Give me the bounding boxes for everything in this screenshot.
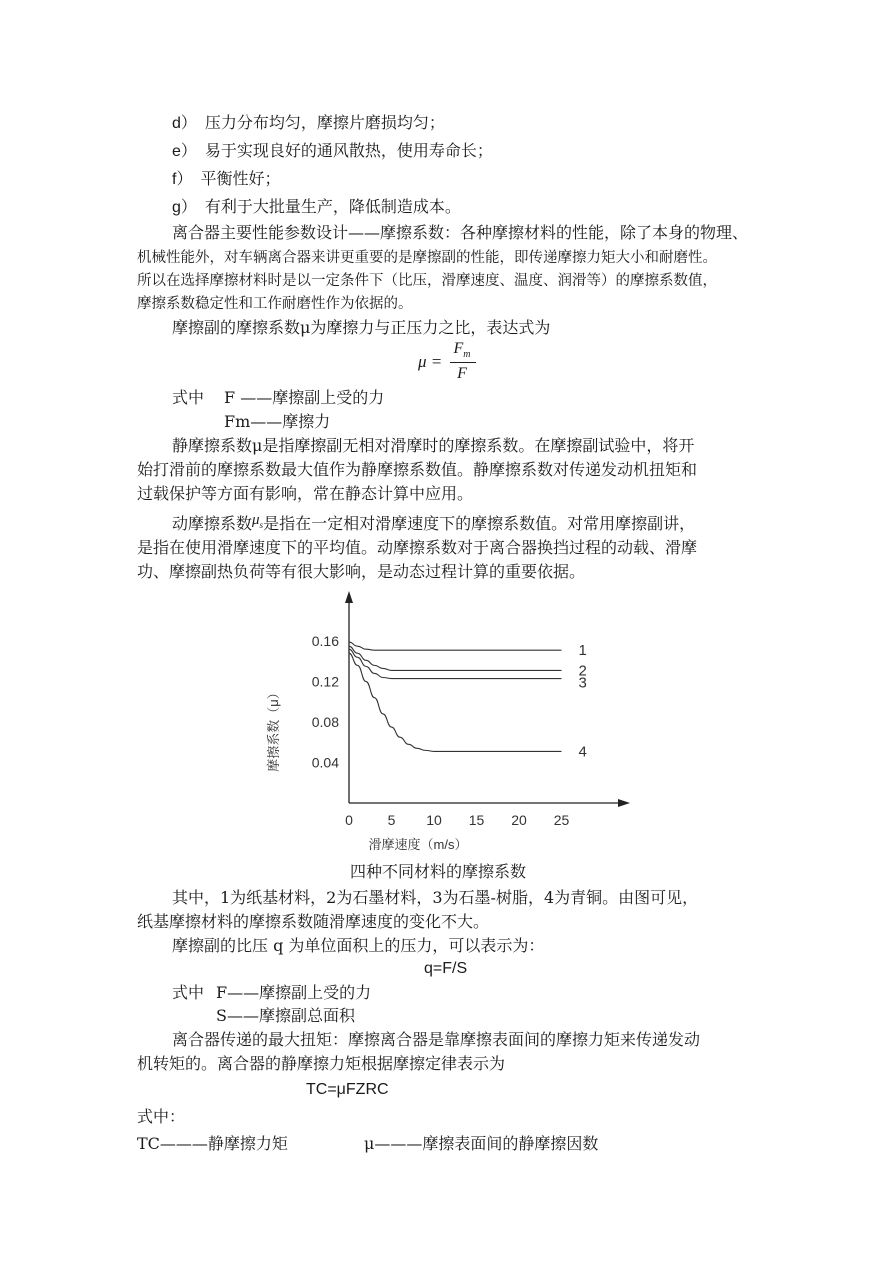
list-text: 压力分布均匀，摩擦片磨损均匀； bbox=[204, 113, 445, 132]
list-marker: d） bbox=[172, 115, 197, 132]
x-tick-label: 25 bbox=[553, 812, 570, 828]
series-line-1 bbox=[349, 642, 562, 650]
paragraph-line: 过载保护等方面有影响，常在静态计算中应用。 bbox=[137, 484, 474, 503]
list-text: 有利于大批量生产，降低制造成本。 bbox=[204, 197, 461, 216]
where-line: F——摩擦副上受的力 bbox=[216, 983, 372, 1002]
paragraph-line: 是指在使用滑摩速度下的平均值。动摩擦系数对于离合器换挡过程的动载、滑摩 bbox=[137, 538, 698, 557]
formula-numerator-sub: m bbox=[463, 349, 471, 361]
formula-lhs: μ = bbox=[418, 352, 443, 371]
fraction-bar bbox=[450, 362, 476, 363]
paragraph-line: 机转矩的。离合器的静摩擦力矩根据摩擦定律表示为 bbox=[137, 1054, 506, 1073]
where-label: 式中 bbox=[172, 388, 205, 407]
list-text: 平衡性好； bbox=[200, 169, 281, 188]
series-label-1: 1 bbox=[578, 642, 587, 660]
formula-mu bbox=[418, 340, 478, 386]
formula-numerator: F bbox=[453, 340, 464, 357]
mu-s-symbol: $\mu_s$ bbox=[252, 512, 264, 530]
y-tick-label: 0.12 bbox=[311, 673, 339, 690]
paragraph-line bbox=[172, 514, 695, 540]
x-tick-label: 10 bbox=[426, 812, 442, 828]
list-item bbox=[172, 113, 445, 134]
paragraph-line: 摩擦系数稳定性和工作耐磨性作为依据的。 bbox=[137, 296, 413, 312]
list-text: 易于实现良好的通风散热，使用寿命长； bbox=[204, 141, 493, 160]
x-axis-arrow bbox=[618, 799, 630, 807]
x-tick-label: 5 bbox=[387, 812, 396, 828]
list-item bbox=[172, 141, 493, 162]
list-item bbox=[172, 197, 461, 218]
y-tick-label: 0.16 bbox=[311, 633, 339, 650]
where-label: 式中 bbox=[172, 983, 205, 1002]
paragraph-line: 始打滑前的摩擦系数最大值作为静摩擦系数值。静摩擦系数对传递发动机扭矩和 bbox=[137, 460, 698, 479]
series-line-3 bbox=[349, 649, 562, 678]
x-tick-label: 0 bbox=[345, 812, 353, 828]
paragraph-line: 摩擦副的摩擦系数μ为摩擦力与正压力之比，表达式为 bbox=[172, 318, 551, 337]
paragraph-line: 机械性能外，对车辆离合器来讲更重要的是摩擦副的性能，即传递摩擦力矩大小和耐磨性。 bbox=[137, 250, 717, 266]
paragraph-line: 纸基摩擦材料的摩擦系数随滑摩速度的变化不大。 bbox=[137, 912, 490, 931]
formula-q: q=F/S bbox=[424, 960, 468, 977]
paragraph-line: 摩擦副的比压 q 为单位面积上的压力，可以表示为： bbox=[172, 936, 545, 955]
series-label-3: 3 bbox=[578, 674, 587, 692]
list-marker: g） bbox=[172, 199, 197, 216]
paragraph-line: 其中，1为纸基材料，2为石墨材料，3为石墨-树脂，4为青铜。由图可见， bbox=[172, 888, 699, 907]
where-line: S——摩擦副总面积 bbox=[216, 1006, 355, 1025]
paragraph-line: 功、摩擦副热负荷等有很大影响，是动态过程计算的重要依据。 bbox=[137, 562, 586, 581]
formula-tc: TC=μFZRC bbox=[306, 1081, 389, 1098]
where-item: TC———静摩擦力矩 bbox=[137, 1134, 288, 1153]
x-tick-label: 20 bbox=[511, 812, 527, 828]
where-line: Fm——摩擦力 bbox=[224, 412, 331, 431]
paragraph-line: 离合器主要性能参数设计——摩擦系数：各种摩擦材料的性能，除了本身的物理、 bbox=[172, 223, 749, 242]
friction-chart bbox=[250, 585, 640, 865]
paragraph-line: 静摩擦系数μ是指摩擦副无相对滑摩时的摩擦系数。在摩擦副试验中，将开 bbox=[172, 436, 695, 455]
list-marker: f） bbox=[172, 171, 193, 188]
y-tick-label: 0.08 bbox=[311, 714, 339, 731]
chart-ticks bbox=[312, 633, 570, 828]
series-label-2: 2 bbox=[578, 662, 587, 680]
chart-axes bbox=[345, 591, 630, 807]
where-line: F ——摩擦副上受的力 bbox=[224, 388, 385, 407]
chart-series bbox=[349, 642, 587, 760]
figure-caption: 四种不同材料的摩擦系数 bbox=[350, 862, 527, 881]
where-item: μ———摩擦表面间的静摩擦因数 bbox=[364, 1134, 599, 1153]
paragraph-line: 离合器传递的最大扭矩：摩擦离合器是靠摩擦表面间的摩擦力矩来传递发动 bbox=[172, 1030, 701, 1049]
list-item bbox=[172, 169, 280, 190]
y-axis-label: 摩擦系数（μ） bbox=[266, 686, 281, 772]
formula-denominator: F bbox=[457, 365, 467, 382]
y-axis-arrow bbox=[345, 591, 353, 603]
y-tick-label: 0.04 bbox=[311, 754, 339, 771]
series-label-4: 4 bbox=[578, 743, 587, 761]
x-axis-label: 滑摩速度（m/s） bbox=[368, 837, 468, 852]
para4-prefix: 动摩擦系数 bbox=[172, 514, 253, 533]
where-label: 式中： bbox=[137, 1107, 186, 1126]
para4-rest: 是指在一定相对滑摩速度下的摩擦系数值。对常用摩擦副讲， bbox=[263, 514, 696, 533]
list-marker: e） bbox=[172, 143, 197, 160]
x-tick-label: 15 bbox=[468, 812, 485, 828]
paragraph-line: 所以在选择摩擦材料时是以一定条件下（比压，滑摩速度、温度、润滑等）的摩擦系数值， bbox=[137, 273, 717, 289]
